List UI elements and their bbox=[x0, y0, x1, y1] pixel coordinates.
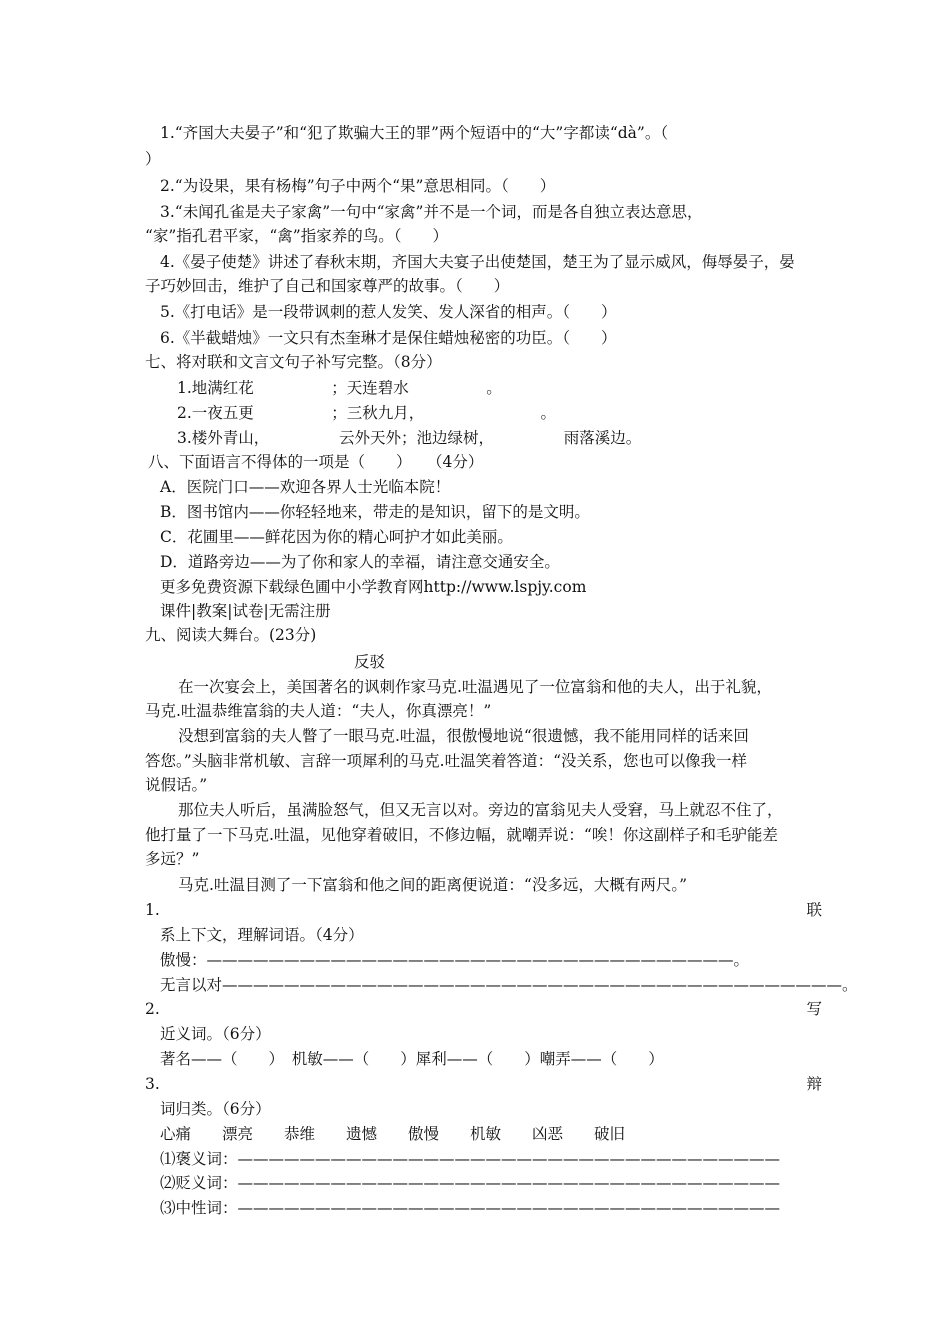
story-para-3: 那位夫人听后，虽满脸怒气，但又无言以对。旁边的富翁见夫人受窘，马上就忍不住了， bbox=[178, 801, 783, 819]
judge-item-4-cont: 子巧妙回击，维护了自己和国家尊严的故事。（ ） bbox=[145, 277, 510, 295]
section-7-title: 七、将对联和文言文句子补写完整。（8分） bbox=[145, 353, 442, 371]
option-b: B．图书馆内——你轻轻地来，带走的是知识，留下的是文明。 bbox=[160, 503, 590, 521]
judge-item-2: 2.“为设果，果有杨梅”句子中两个“果”意思相同。（ ） bbox=[160, 177, 556, 195]
story-para-2: 没想到富翁的夫人瞥了一眼马克.吐温，很傲慢地说“很遗憾，我不能用同样的话来回 bbox=[178, 727, 749, 745]
story-para-2-cont: 答您。”头脑非常机敏、言辞一项犀利的马克.吐温笑着答道：“没关系，您也可以像我一样 bbox=[145, 752, 748, 770]
judge-item-3-cont: “家”指孔君平家，“禽”指家养的鸟。（ ） bbox=[145, 227, 448, 245]
section-8-title: 八、下面语言不得体的一项是（ ） （4分） bbox=[148, 453, 484, 471]
couplet-1: 1.地满红花 ；天连碧水 。 bbox=[177, 379, 502, 397]
story-para-4: 马克.吐温目测了一下富翁和他之间的距离便说道：“没多远，大概有两尺。” bbox=[178, 876, 688, 894]
answer-line-commendatory[interactable]: ⑴褒义词：——————————————————————————————————— bbox=[160, 1150, 781, 1168]
story-para-3-cont: 他打量了一下马克.吐温，见他穿着破旧，不修边幅，就嘲弄说：“唉！你这副样子和毛驴能差 bbox=[145, 826, 778, 844]
judge-item-6: 6.《半截蜡烛》一文只有杰奎琳才是保住蜡烛秘密的功臣。（ ） bbox=[160, 329, 617, 347]
synonym-answers[interactable]: 著名——（ ） 机敏——（ ）犀利——（ ）嘲弄——（ ） bbox=[160, 1050, 664, 1068]
answer-line-neutral[interactable]: ⑶中性词：——————————————————————————————————— bbox=[160, 1199, 781, 1217]
story-para-1-cont: 马克.吐温恭维富翁的夫人道：“夫人，你真漂亮！” bbox=[145, 702, 492, 720]
story-para-3-end: 多远？” bbox=[145, 850, 200, 868]
question-2-number: 2. bbox=[145, 1000, 160, 1018]
option-a: A．医院门口——欢迎各界人士光临本院！ bbox=[160, 478, 451, 496]
judge-item-1-cont: ） bbox=[145, 150, 161, 168]
answer-line-aoman[interactable]: 傲慢：——————————————————————————————————。 bbox=[160, 951, 750, 969]
word-list: 心痛 漂亮 恭维 遗憾 傲慢 机敏 凶恶 破旧 bbox=[160, 1125, 626, 1143]
section-9-title: 九、阅读大舞台。(23分) bbox=[145, 626, 317, 644]
question-1-number: 1. bbox=[145, 901, 160, 919]
answer-line-wuyanyidui[interactable]: 无言以对————————————————————————————————————————。 bbox=[160, 976, 858, 994]
story-para-1: 在一次宴会上，美国著名的讽刺作家马克.吐温遇见了一位富翁和他的夫人，出于礼貌， bbox=[178, 678, 772, 696]
ad-line-2: 课件|教案|试卷|无需注册 bbox=[160, 602, 331, 620]
judge-item-1: 1.“齐国大夫晏子”和“犯了欺骗大王的罪”两个短语中的“大”字都读“dà”。（ bbox=[160, 124, 669, 142]
story-para-2-end: 说假话。” bbox=[145, 776, 208, 794]
question-3-number: 3. bbox=[145, 1075, 160, 1093]
ad-line-1: 更多免费资源下载绿色圃中小学教育网http://www.lspjy.com bbox=[160, 578, 587, 596]
option-c: C．花圃里——鲜花因为你的精心呵护才如此美丽。 bbox=[160, 528, 513, 546]
question-2-split-char: 写 bbox=[806, 1000, 822, 1018]
option-d: D．道路旁边——为了你和家人的幸福，请注意交通安全。 bbox=[160, 553, 560, 571]
question-2-prompt: 近义词。（6分） bbox=[160, 1025, 271, 1043]
question-1-prompt: 系上下文，理解词语。（4分） bbox=[160, 926, 364, 944]
couplet-2: 2.一夜五更 ；三秋九月， 。 bbox=[177, 404, 557, 422]
question-1-split-char: 联 bbox=[806, 901, 822, 919]
judge-item-5: 5.《打电话》是一段带讽刺的惹人发笑、发人深省的相声。（ ） bbox=[160, 303, 617, 321]
question-3-prompt: 词归类。（6分） bbox=[160, 1100, 271, 1118]
answer-line-derogatory[interactable]: ⑵贬义词：——————————————————————————————————— bbox=[160, 1174, 781, 1192]
question-3-split-char: 辩 bbox=[806, 1075, 822, 1093]
judge-item-4: 4.《晏子使楚》讲述了春秋末期，齐国大夫宴子出使楚国，楚王为了显示威风，侮辱晏子，晏 bbox=[160, 253, 795, 271]
couplet-3: 3.楼外青山， 云外天外；池边绿树， 雨落溪边。 bbox=[177, 429, 642, 447]
story-title: 反驳 bbox=[354, 653, 386, 671]
judge-item-3: 3.“未闻孔雀是夫子家禽”一句中“家禽”并不是一个词，而是各自独立表达意思， bbox=[160, 203, 703, 221]
